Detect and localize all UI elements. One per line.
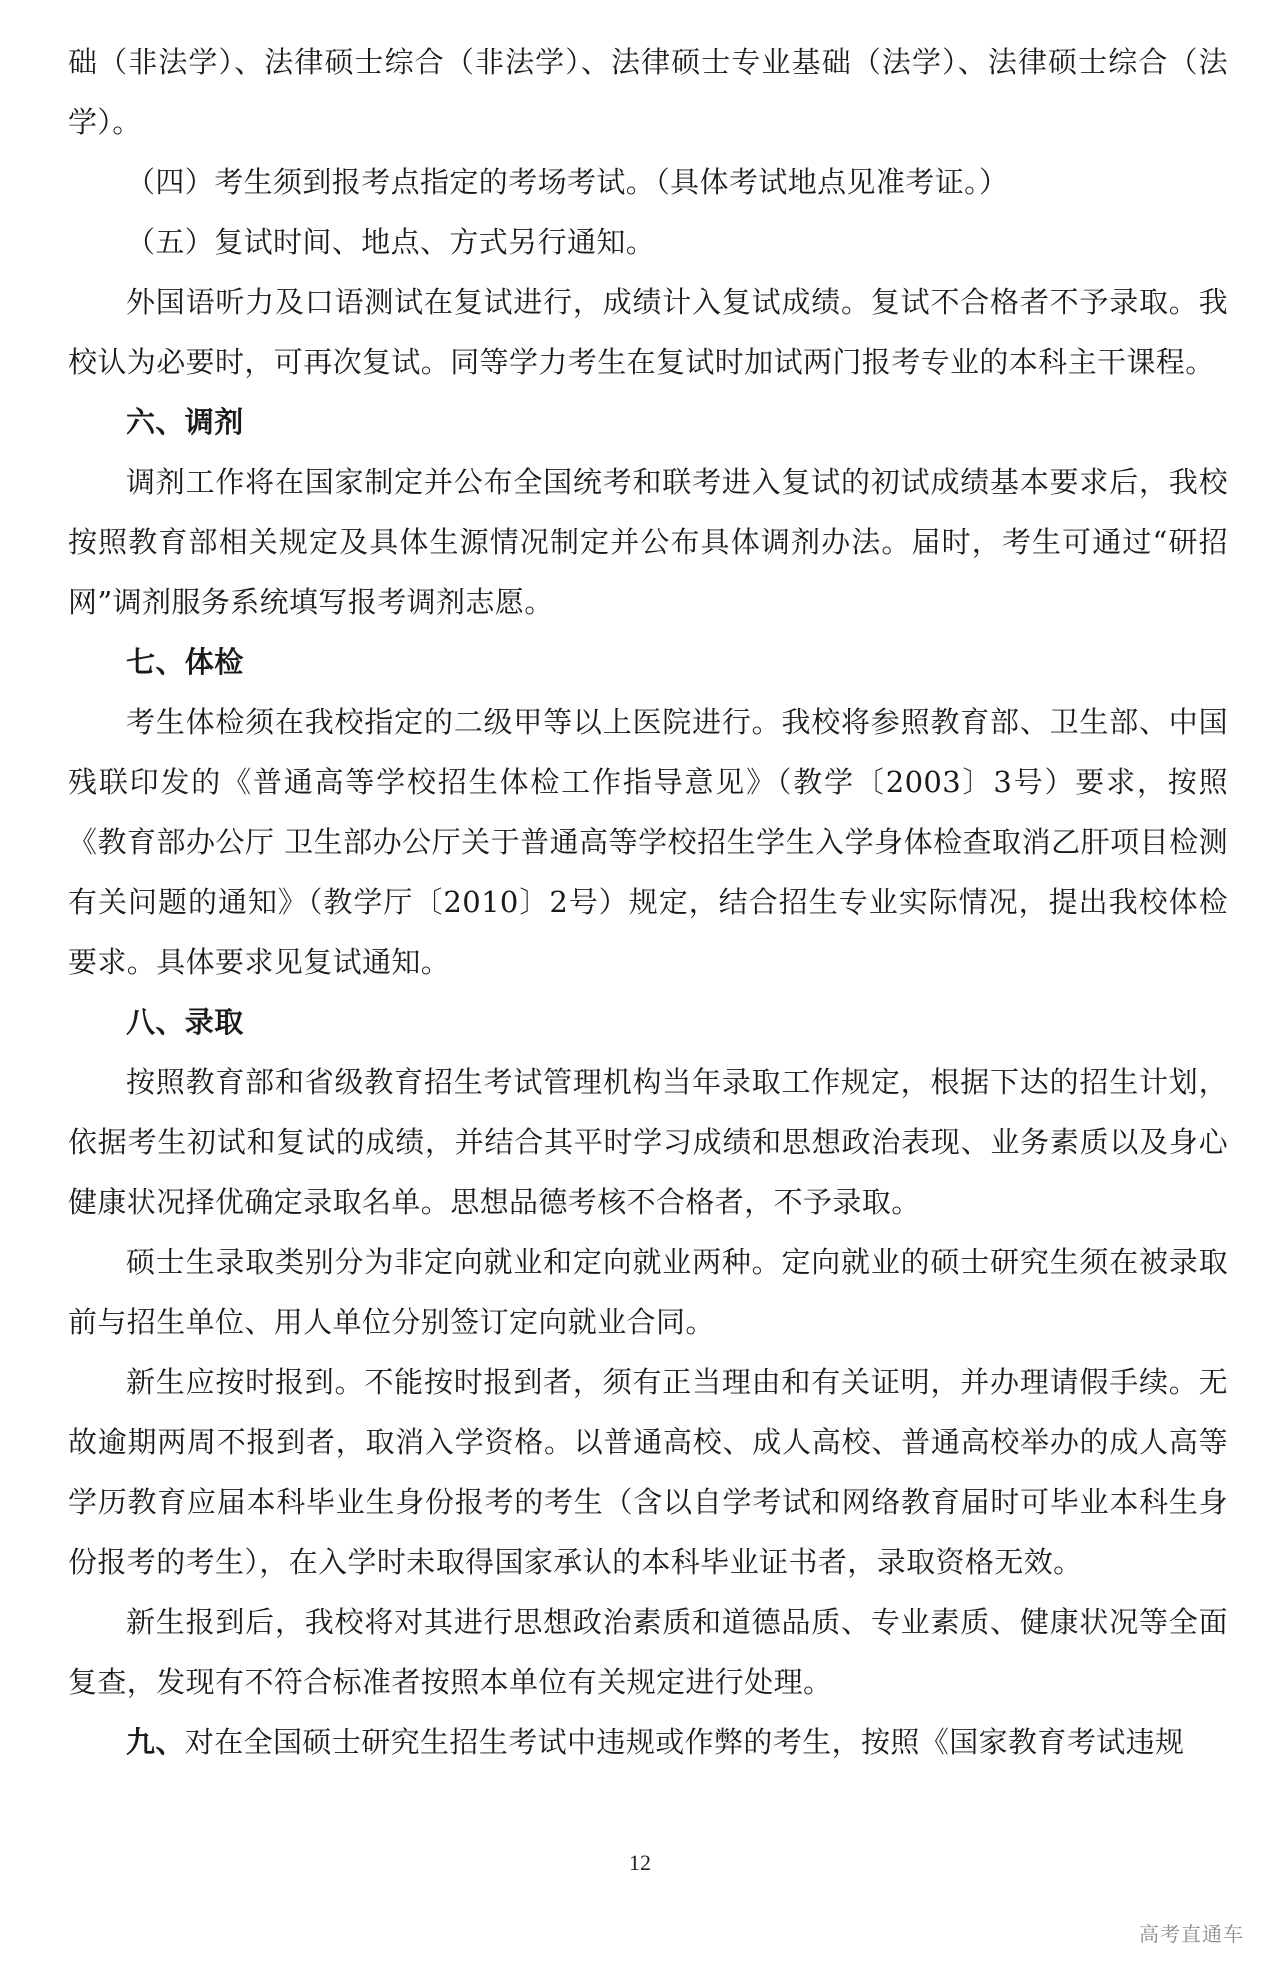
paragraph-admission-rules: 按照教育部和省级教育招生考试管理机构当年录取工作规定，根据下达的招生计划，依据考生初试和复试的成绩，并结合其平时学习成绩和思想政治表现、业务素质以及身心健康状况择优确定录取名单。思想品德考核不合格者，不予录取。 — [68, 1065, 1228, 1219]
document-body — [68, 32, 1228, 1772]
paragraph-adjustment: 调剂工作将在国家制定并公布全国统考和联考进入复试的初试成绩基本要求后，我校按照教育部相关规定及具体生源情况制定并公布具体调剂办法。届时，考生可通过“研招网”调剂服务系统填写报考调剂志愿。 — [68, 465, 1228, 619]
paragraph-violations — [68, 1712, 1228, 1772]
paragraph-item-four: （四）考生须到报考点指定的考场考试。（具体考试地点见准考证。） — [126, 165, 1009, 199]
paragraph-violations-text: 对在全国硕士研究生招生考试中违规或作弊的考生，按照《国家教育考试违规 — [184, 1725, 1185, 1759]
paragraph-continuation: 础（非法学）、法律硕士综合（非法学）、法律硕士专业基础（法学）、法律硕士综合（法学）。 — [68, 45, 1228, 139]
paragraph-admission-types: 硕士生录取类别分为非定向就业和定向就业两种。定向就业的硕士研究生须在被录取前与招生单位、用人单位分别签订定向就业合同。 — [68, 1245, 1228, 1339]
section-heading-physical-exam: 七、体检 — [126, 645, 244, 679]
paragraph-review: 新生报到后，我校将对其进行思想政治素质和道德品质、专业素质、健康状况等全面复查，发现有不符合标准者按照本单位有关规定进行处理。 — [68, 1605, 1228, 1699]
paragraph-foreign-language: 外国语听力及口语测试在复试进行，成绩计入复试成绩。复试不合格者不予录取。我校认为必要时，可再次复试。同等学力考生在复试时加试两门报考专业的本科主干课程。 — [68, 285, 1228, 379]
paragraph-item-five: （五）复试时间、地点、方式另行通知。 — [126, 225, 656, 259]
page-number: 12 — [629, 1850, 651, 1875]
paragraph-enrollment: 新生应按时报到。不能按时报到者，须有正当理由和有关证明，并办理请假手续。无故逾期两周不报到者，取消入学资格。以普通高校、成人高校、普通高校举办的成人高等学历教育应届本科毕业生身份报考的考生（含以自学考试和网络教育届时可毕业本科生身份报考的考生），在入学时未取得国家承认的本科毕业证书者，录取资格无效。 — [68, 1365, 1228, 1579]
section-heading-adjustment: 六、调剂 — [126, 405, 244, 439]
section-heading-admission: 八、录取 — [126, 1005, 244, 1039]
paragraph-physical-exam: 考生体检须在我校指定的二级甲等以上医院进行。我校将参照教育部、卫生部、中国残联印发的《普通高等学校招生体检工作指导意见》（教学〔2003〕3号）要求，按照《教育部办公厅 卫生部办公厅关于普通高等学校招生学生入学身体检查取消乙肝项目检测有关问题的通知》（教学厅〔2010〕2号）规定，结合招生专业实际情况，提出我校体检要求。具体要求见复试通知。 — [68, 705, 1228, 979]
watermark: 高考直通车 — [1139, 1922, 1244, 1946]
section-heading-violations: 九、 — [126, 1725, 185, 1759]
